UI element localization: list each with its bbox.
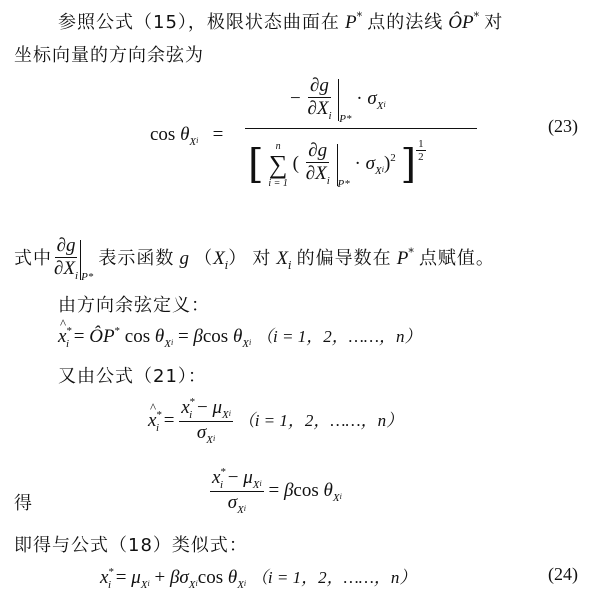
index-range: （i = 1，2，……，n）	[256, 327, 422, 346]
sub-X: X	[189, 136, 197, 148]
cos: cos	[293, 480, 319, 501]
right-bracket: ]	[400, 141, 417, 188]
partial-fraction	[305, 76, 333, 123]
P: P	[396, 248, 409, 270]
index-range: （i = 1，2，……，n）	[250, 568, 417, 587]
dg: ∂g	[56, 235, 76, 256]
sub-i: i	[219, 479, 223, 491]
sub-i: i	[195, 579, 198, 588]
sub-i: i	[75, 269, 79, 282]
paren: （	[194, 248, 214, 270]
P: P	[339, 112, 347, 125]
sub-X: X	[237, 504, 244, 517]
theta: θ	[180, 124, 190, 145]
equation-result	[210, 466, 342, 517]
beta: β	[283, 480, 294, 501]
sub-i: i	[381, 165, 384, 174]
sub-i: i	[328, 109, 332, 122]
fraction	[210, 466, 264, 517]
sub-i: i	[224, 259, 229, 273]
dot: ·	[354, 153, 361, 174]
mu: μ	[131, 567, 141, 588]
paragraph-4: 又由公式（21）：	[58, 366, 207, 387]
op: ÔP	[89, 326, 115, 347]
text: 的偏导数在	[296, 248, 392, 270]
sub-i: i	[383, 99, 386, 109]
dot: ·	[356, 87, 363, 109]
sum-lower: i = 1	[268, 177, 288, 189]
sigma: σ	[179, 567, 189, 588]
x: x	[100, 567, 109, 588]
P: P	[81, 271, 88, 284]
dX: ∂X	[305, 163, 327, 184]
sub-i: i	[213, 434, 216, 444]
sub-i: i	[196, 136, 199, 145]
X: X	[276, 248, 289, 270]
paragraph-2	[14, 236, 495, 283]
x-hat: ^ x	[148, 410, 156, 432]
text: 对	[252, 248, 272, 270]
sub-X: X	[332, 492, 340, 504]
sub-i: i	[326, 175, 330, 187]
half-den: 2	[418, 151, 424, 164]
equation-number-24: (24)	[548, 564, 578, 584]
rparen: )	[383, 153, 391, 174]
sigma: σ	[227, 492, 238, 514]
sub-X: X	[140, 579, 148, 591]
text: 点的法线	[367, 12, 444, 33]
sub-i: i	[243, 504, 247, 514]
sub-X: X	[206, 434, 214, 447]
sub-X: X	[374, 165, 382, 177]
dX: ∂X	[307, 97, 329, 119]
cos: cos	[124, 326, 151, 347]
equals: =	[163, 410, 175, 431]
paragraph-6: 即得与公式（18）类似式：	[14, 535, 248, 556]
half-exponent	[416, 138, 426, 164]
dX: ∂X	[54, 257, 75, 279]
summation	[268, 141, 288, 189]
sigma: σ	[367, 87, 377, 109]
equation-number-23: (23)	[548, 116, 578, 136]
main-fraction-line	[245, 128, 477, 129]
equals: =	[115, 567, 127, 588]
star: *	[114, 325, 121, 337]
cos: cos	[197, 567, 224, 588]
sub-i: i	[249, 338, 252, 347]
equation-24	[100, 563, 416, 591]
star: *	[344, 178, 350, 190]
sub-X: X	[242, 338, 250, 350]
mu: μ	[243, 467, 253, 488]
math-op: ÔP	[448, 12, 474, 33]
star: *	[108, 566, 114, 578]
paragraph-1-line-1	[58, 8, 503, 34]
sub-i: i	[155, 422, 159, 434]
equation-standardized	[148, 396, 403, 447]
sigma: σ	[365, 153, 375, 174]
sub-i: i	[147, 579, 150, 588]
star: *	[408, 246, 414, 260]
equals: =	[268, 480, 280, 501]
sum-upper: n	[275, 140, 281, 152]
paragraph-1-line-2: 坐标向量的方向余弦为	[14, 45, 204, 66]
sub-i: i	[288, 259, 292, 273]
equals: =	[212, 124, 224, 145]
sub-i: i	[228, 409, 231, 418]
sub-i: i	[170, 338, 174, 347]
partial-fraction	[304, 141, 332, 188]
sub-X: X	[164, 338, 171, 350]
beta: β	[193, 326, 203, 347]
X: X	[213, 248, 225, 270]
square: 2	[390, 152, 396, 164]
star: *	[87, 271, 94, 284]
sub-i: i	[339, 492, 342, 501]
cos: cos	[202, 326, 229, 347]
theta: θ	[154, 326, 165, 347]
star: *	[346, 112, 352, 125]
math-p: P	[345, 12, 357, 33]
cos: cos	[150, 124, 176, 145]
x-hat: ^ x	[58, 326, 66, 348]
g: g	[179, 248, 189, 270]
paragraph-3: 由方向余弦定义：	[58, 295, 210, 316]
paragraph-5: 得	[14, 493, 33, 514]
x: x	[181, 397, 190, 418]
equals: =	[177, 326, 189, 347]
star: *	[156, 409, 162, 421]
sub-X: X	[252, 479, 260, 491]
sub-X: X	[376, 99, 384, 112]
equals: =	[73, 326, 85, 347]
theta: θ	[227, 567, 238, 588]
lparen: (	[292, 153, 299, 174]
star: *	[66, 325, 72, 337]
theta: θ	[232, 326, 243, 347]
P: P	[337, 178, 345, 190]
minus: −	[196, 397, 208, 418]
theta: θ	[323, 480, 333, 501]
minus: −	[227, 467, 239, 488]
half-num: 1	[418, 138, 424, 150]
star: *	[220, 466, 226, 478]
sub-X: X	[237, 579, 244, 591]
text: 点赋值。	[418, 248, 495, 270]
paren: ）	[228, 248, 248, 270]
plus: +	[154, 567, 166, 588]
fraction	[179, 396, 233, 447]
left-bracket: [	[248, 141, 264, 188]
text: 表示函数	[98, 248, 175, 270]
mu: μ	[212, 397, 222, 418]
star: *	[189, 396, 196, 408]
sub-i: i	[243, 579, 247, 588]
sub-i: i	[189, 409, 193, 421]
sub-X: X	[221, 409, 229, 421]
sum-symbol: ∑	[268, 149, 288, 179]
sub-i: i	[259, 479, 262, 488]
minus: −	[290, 87, 301, 109]
x: x	[212, 467, 221, 488]
dg: ∂g	[308, 140, 328, 162]
inline-partial	[52, 236, 80, 283]
equation-direction-cosine	[58, 322, 421, 350]
sub-X: X	[188, 579, 196, 591]
text: 参照公式（15），极限状态曲面在	[58, 12, 340, 33]
text: 式中	[14, 248, 52, 270]
sub-i: i	[107, 579, 111, 591]
sub-i: i	[65, 338, 69, 350]
index-range: （i = 1，2，……，n）	[237, 411, 404, 430]
math-star: *	[473, 10, 480, 23]
sigma: σ	[196, 422, 207, 444]
beta: β	[169, 567, 180, 588]
math-star: *	[356, 10, 363, 23]
dg: ∂g	[310, 75, 329, 96]
text: 对	[484, 12, 504, 33]
